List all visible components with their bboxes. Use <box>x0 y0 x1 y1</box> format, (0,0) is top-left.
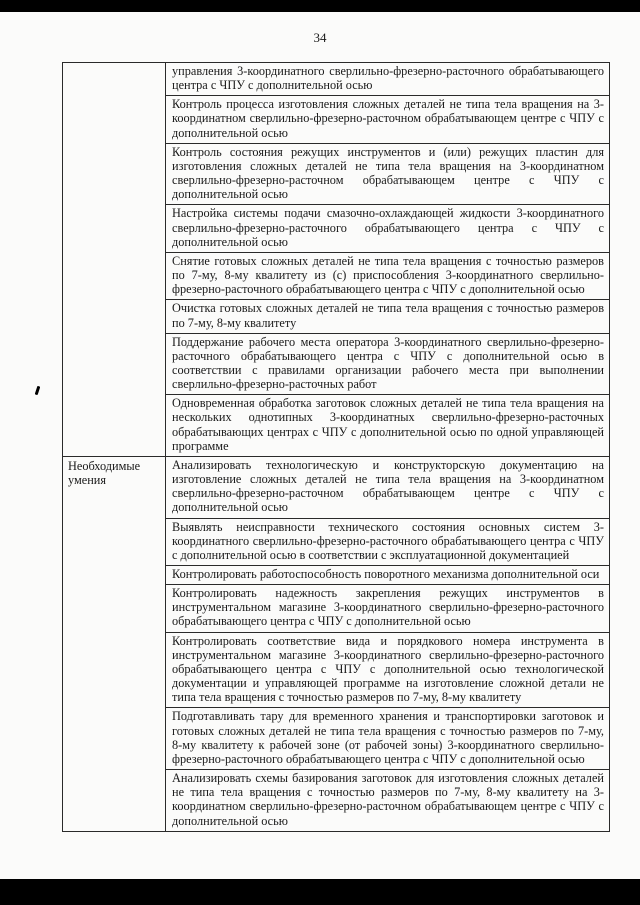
scan-bar-bottom <box>0 879 640 905</box>
skill-cell: Анализировать технологическую и конструкторскую документацию на изготовление сложных деталей не типа тела вращения на 3-координатном сверлильно-фрезерно-расточном обрабатывающем центре с ЧПУ с дополнительной осью <box>166 456 610 518</box>
table-row <box>63 63 610 96</box>
skill-cell: Снятие готовых сложных деталей не типа тела вращения с точностью размеров по 7-му, 8-му квалитету из (с) приспособления 3-координатного сверлильно-фрезерно-расточного обрабатывающего центра с ЧПУ с дополнительной осью <box>166 252 610 299</box>
scan-artifact-mark <box>35 386 41 395</box>
skill-cell: Выявлять неисправности технического состояния основных систем 3-координатного сверлильно-фрезерно-расточного обрабатывающего центра с ЧПУ с дополнительной осью в соответствии с эксплуатационной документацией <box>166 518 610 565</box>
skill-cell: управления 3-координатного сверлильно-фрезерно-расточного обрабатывающего центра с ЧПУ с дополнительной осью <box>166 63 610 96</box>
skill-cell: Контролировать соответствие вида и порядкового номера инструмента в инструментальном магазине 3-координатного сверлильно-фрезерно-расточного обрабатывающего центра с ЧПУ с дополнительной осью технологической документации и управляющей программе на изготовление сложной детали не типа тела вращения с точностью размеров по 7-му, 8-му квалитету <box>166 632 610 708</box>
page-number: 34 <box>313 30 327 45</box>
left-section-required-skills: Необходимые умения <box>63 456 166 831</box>
skills-table <box>62 62 610 832</box>
skill-cell: Контролировать надежность закрепления режущих инструментов в инструментальном магазине 3-координатного сверлильно-фрезерно-расточного обрабатывающего центра с ЧПУ с дополнительной осью <box>166 585 610 632</box>
skill-cell: Поддержание рабочего места оператора 3-координатного сверлильно-фрезерно-расточного обрабатывающего центра с ЧПУ с дополнительной осью в соответствии с правилами организации рабочего места при выполнении сверлильно-фрезерно-расточных работ <box>166 333 610 395</box>
table-row <box>63 456 610 518</box>
skill-cell: Контролировать работоспособность поворотного механизма дополнительной оси <box>166 566 610 585</box>
skill-cell: Очистка готовых сложных деталей не типа тела вращения с точностью размеров по 7-му, 8-му квалитету <box>166 300 610 333</box>
left-section-continued <box>63 63 166 457</box>
skill-cell: Настройка системы подачи смазочно-охлаждающей жидкости 3-координатного сверлильно-фрезерно-расточного обрабатывающего центра с ЧПУ с дополнительной осью <box>166 205 610 252</box>
skill-cell: Анализировать схемы базирования заготовок для изготовления сложных деталей не типа тела вращения с точностью размеров по 7-му, 8-му квалитету на 3-координатном сверлильно-фрезерно-расточном обрабатывающем центре с ЧПУ с дополнительной осью <box>166 770 610 832</box>
skill-cell: Контроль состояния режущих инструментов и (или) режущих пластин для изготовления сложных деталей не типа тела вращения на 3-координатном сверлильно-фрезерно-расточном обрабатывающем центре с ЧПУ с дополнительной осью <box>166 143 610 205</box>
scan-bar-top <box>0 0 640 12</box>
skill-cell: Контроль процесса изготовления сложных деталей не типа тела вращения на 3-координатном сверлильно-фрезерно-расточном обрабатывающем центре с ЧПУ с дополнительной осью <box>166 96 610 143</box>
skill-cell: Одновременная обработка заготовок сложных деталей не типа тела вращения на нескольких однотипных 3-координатных сверлильно-фрезерно-расточных обрабатывающих центрах с ЧПУ с дополнительной осью по одной управляющей программе <box>166 395 610 457</box>
skill-cell: Подготавливать тару для временного хранения и транспортировки заготовок и готовых сложных деталей не типа тела вращения с точностью размеров по 7-му, 8-му квалитету к рабочей зоне (от рабочей зоны) 3-координатного сверлильно-фрезерно-расточного обрабатывающего центра с ЧПУ с дополнительной осью <box>166 708 610 770</box>
